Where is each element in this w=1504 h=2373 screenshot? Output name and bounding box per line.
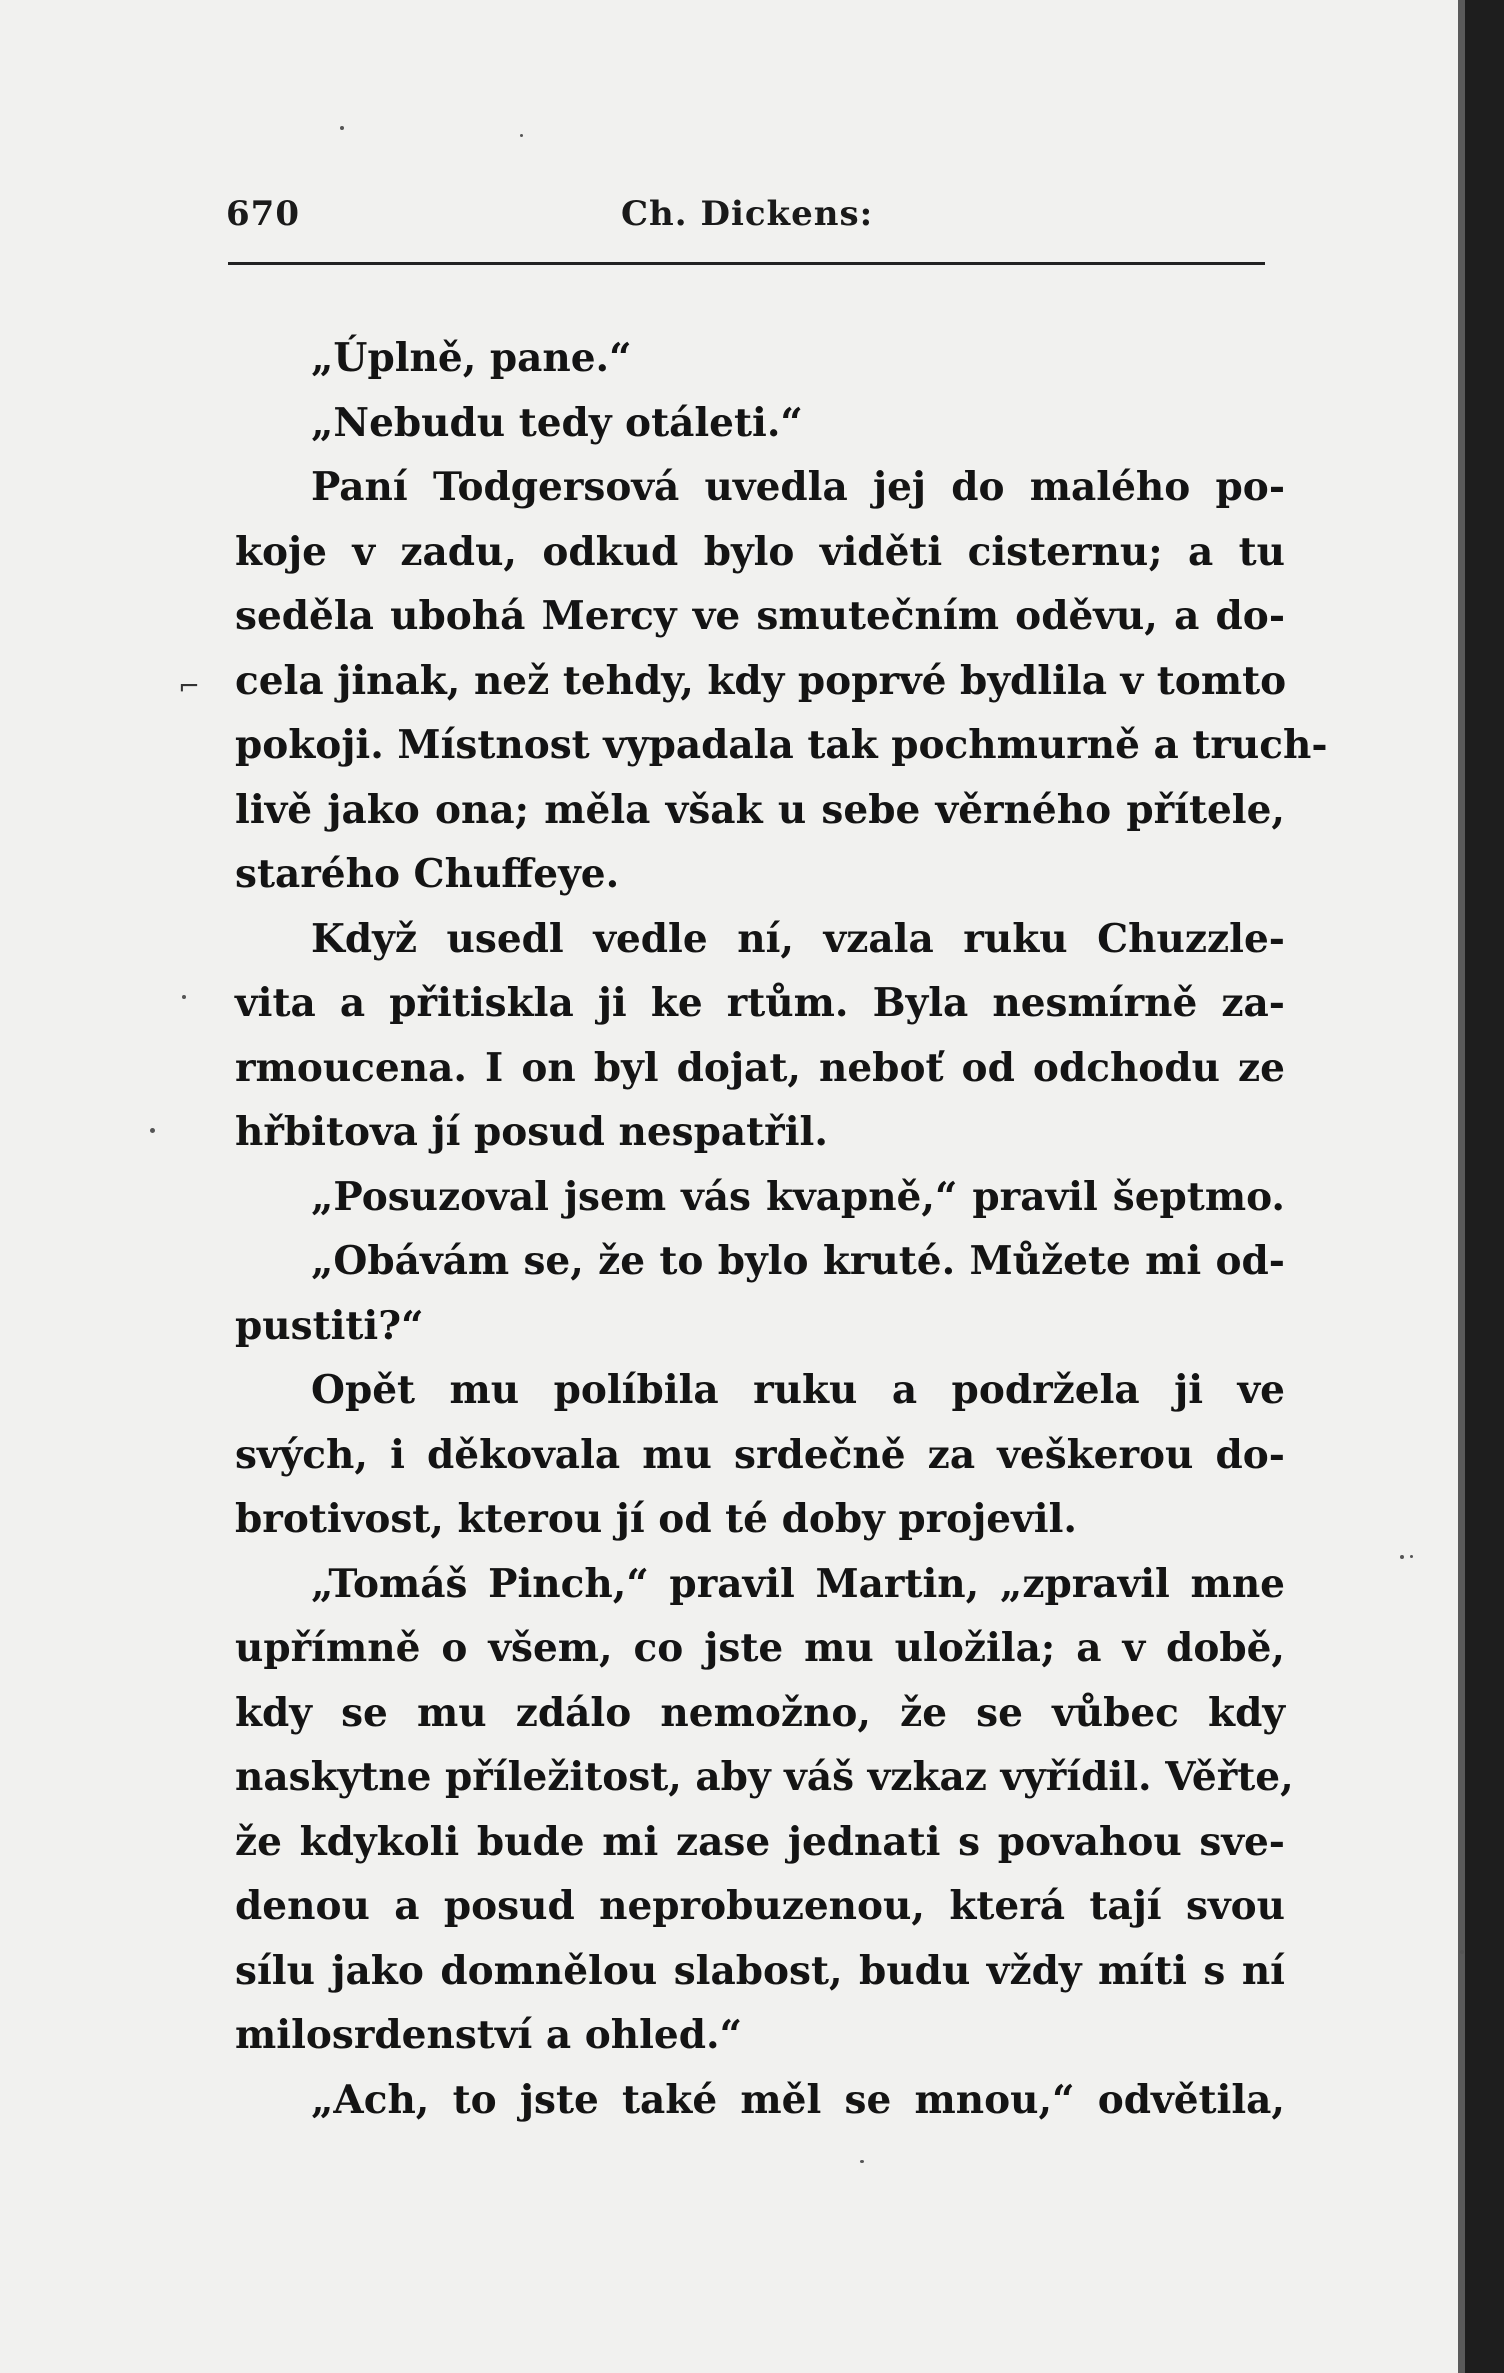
text-line: brotivost, kterou jí od té doby projevil.	[235, 1496, 1077, 1542]
text-line: „Nebudu tedy otáleti.“	[311, 399, 803, 446]
text-line: sílu jako domnělou slabost, budu vždy míti s ní	[235, 1947, 1285, 1994]
text-line: svých, i děkovala mu srdečně za veškerou do-	[235, 1431, 1285, 1478]
text-line: kdy se mu zdálo nemožno, že se vůbec kdy	[235, 1689, 1285, 1736]
text-line: cela jinak, než tehdy, kdy poprvé bydlila v tomto	[235, 657, 1287, 704]
text-line: vita a přitiskla ji ke rtům. Byla nesmírně za-	[235, 980, 1285, 1026]
text-line: koje v zadu, odkud bylo viděti cisternu; a tu	[235, 528, 1285, 575]
text-line: milosrdenství a ohled.“	[235, 2012, 742, 2058]
text-line: „Úplně, pane.“	[311, 335, 632, 381]
header-rule	[228, 262, 1265, 265]
text-line: seděla ubohá Mercy ve smutečním oděvu, a do-	[235, 593, 1285, 639]
text-line: „Ach, to jste také měl se mnou,“ odvětila,	[311, 2076, 1285, 2123]
text-line: pustiti?“	[235, 1302, 424, 1349]
text-line: „Tomáš Pinch,“ pravil Martin, „zpravil mne	[311, 1560, 1285, 1607]
text-line: Paní Todgersová uvedla jej do malého po-	[311, 464, 1285, 510]
page-number: 670	[226, 194, 300, 234]
text-line: hřbitova jí posud nespatřil.	[235, 1109, 828, 1155]
text-line: Když usedl vedle ní, vzala ruku Chuzzle-	[311, 915, 1285, 962]
text-line: naskytne příležitost, aby váš vzkaz vyřídil. Věřte,	[235, 1754, 1294, 1800]
text-line: upřímně o všem, co jste mu uložila; a v době,	[235, 1625, 1285, 1671]
text-line: starého Chuffeye.	[235, 851, 620, 897]
running-head: Ch. Dickens:	[621, 194, 874, 234]
text-line: pokoji. Místnost vypadala tak pochmurně a truch-	[235, 722, 1328, 768]
page-header	[226, 194, 1266, 254]
text-line: „Posuzoval jsem vás kvapně,“ pravil šeptmo.	[311, 1173, 1285, 1220]
text-line: denou a posud neprobuzenou, která tají svou	[235, 1883, 1285, 1929]
text-line: livě jako ona; měla však u sebe věrného přítele,	[235, 786, 1285, 833]
scan-border	[1465, 0, 1504, 2373]
text-line: rmoucena. I on byl dojat, neboť od odchodu ze	[235, 1044, 1285, 1091]
margin-mark: ⌐	[178, 672, 200, 702]
text-line: Opět mu políbila ruku a podržela ji ve	[311, 1367, 1285, 1413]
body-text	[235, 326, 1328, 2132]
text-line: že kdykoli bude mi zase jednati s povahou sve-	[235, 1818, 1285, 1865]
text-line: „Obávám se, že to bylo kruté. Můžete mi od-	[311, 1238, 1285, 1284]
